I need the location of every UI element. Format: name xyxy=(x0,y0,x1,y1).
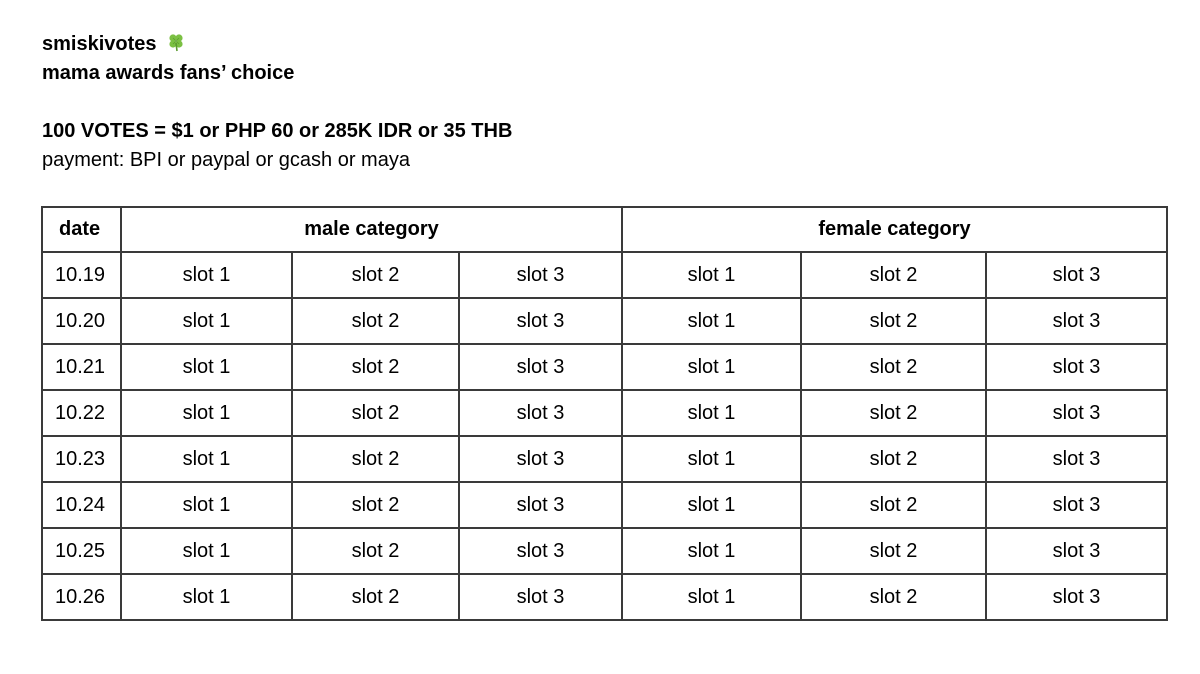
table-row xyxy=(42,344,1167,390)
header-spacer xyxy=(42,88,512,117)
female-slot-2-cell: slot 2 xyxy=(801,344,986,390)
female-slot-2-cell: slot 2 xyxy=(801,482,986,528)
male-slot-1-cell: slot 1 xyxy=(121,436,292,482)
account-name-line xyxy=(42,30,512,59)
date-cell: 10.20 xyxy=(42,298,121,344)
table-row xyxy=(42,482,1167,528)
table-row xyxy=(42,436,1167,482)
female-slot-1-cell: slot 1 xyxy=(622,298,801,344)
male-slot-2-cell: slot 2 xyxy=(292,344,459,390)
male-category-header: male category xyxy=(121,207,622,252)
female-slot-3-cell: slot 3 xyxy=(986,482,1167,528)
male-slot-3-cell: slot 3 xyxy=(459,574,622,620)
date-cell: 10.24 xyxy=(42,482,121,528)
female-slot-2-cell: slot 2 xyxy=(801,436,986,482)
female-category-header: female category xyxy=(622,207,1167,252)
female-slot-3-cell: slot 3 xyxy=(986,574,1167,620)
female-slot-1-cell: slot 1 xyxy=(622,390,801,436)
date-cell: 10.25 xyxy=(42,528,121,574)
male-slot-1-cell: slot 1 xyxy=(121,390,292,436)
date-cell: 10.22 xyxy=(42,390,121,436)
female-slot-1-cell: slot 1 xyxy=(622,344,801,390)
male-slot-1-cell: slot 1 xyxy=(121,574,292,620)
payment-line: payment: BPI or paypal or gcash or maya xyxy=(42,149,410,171)
male-slot-1-cell: slot 1 xyxy=(121,482,292,528)
price-line: 100 VOTES = $1 or PHP 60 or 285K IDR or 35 THB xyxy=(42,120,513,142)
subtitle: mama awards fans’ choice xyxy=(42,62,295,84)
female-slot-2-cell: slot 2 xyxy=(801,574,986,620)
male-slot-2-cell: slot 2 xyxy=(292,298,459,344)
date-cell: 10.21 xyxy=(42,344,121,390)
male-slot-1-cell: slot 1 xyxy=(121,344,292,390)
table-row xyxy=(42,298,1167,344)
female-slot-2-cell: slot 2 xyxy=(801,298,986,344)
male-slot-2-cell: slot 2 xyxy=(292,574,459,620)
table-row xyxy=(42,252,1167,298)
female-slot-1-cell: slot 1 xyxy=(622,528,801,574)
male-slot-2-cell: slot 2 xyxy=(292,528,459,574)
table-row xyxy=(42,574,1167,620)
female-slot-3-cell: slot 3 xyxy=(986,344,1167,390)
male-slot-2-cell: slot 2 xyxy=(292,390,459,436)
date-cell: 10.26 xyxy=(42,574,121,620)
male-slot-1-cell: slot 1 xyxy=(121,252,292,298)
male-slot-3-cell: slot 3 xyxy=(459,436,622,482)
date-column-header: date xyxy=(42,207,121,252)
page-header xyxy=(42,30,512,175)
four-leaf-clover-icon xyxy=(166,32,186,52)
male-slot-3-cell: slot 3 xyxy=(459,390,622,436)
female-slot-1-cell: slot 1 xyxy=(622,252,801,298)
male-slot-2-cell: slot 2 xyxy=(292,252,459,298)
voting-schedule-table xyxy=(41,206,1168,621)
female-slot-3-cell: slot 3 xyxy=(986,252,1167,298)
female-slot-3-cell: slot 3 xyxy=(986,528,1167,574)
female-slot-3-cell: slot 3 xyxy=(986,298,1167,344)
table-header-row xyxy=(42,207,1167,252)
female-slot-1-cell: slot 1 xyxy=(622,482,801,528)
male-slot-1-cell: slot 1 xyxy=(121,528,292,574)
male-slot-3-cell: slot 3 xyxy=(459,528,622,574)
date-cell: 10.23 xyxy=(42,436,121,482)
female-slot-2-cell: slot 2 xyxy=(801,528,986,574)
female-slot-2-cell: slot 2 xyxy=(801,252,986,298)
female-slot-3-cell: slot 3 xyxy=(986,390,1167,436)
table-body xyxy=(42,252,1167,620)
account-name: smiskivotes xyxy=(42,33,157,55)
male-slot-1-cell: slot 1 xyxy=(121,298,292,344)
female-slot-3-cell: slot 3 xyxy=(986,436,1167,482)
male-slot-2-cell: slot 2 xyxy=(292,436,459,482)
male-slot-3-cell: slot 3 xyxy=(459,252,622,298)
male-slot-2-cell: slot 2 xyxy=(292,482,459,528)
male-slot-3-cell: slot 3 xyxy=(459,344,622,390)
table-row xyxy=(42,390,1167,436)
male-slot-3-cell: slot 3 xyxy=(459,298,622,344)
female-slot-1-cell: slot 1 xyxy=(622,436,801,482)
date-cell: 10.19 xyxy=(42,252,121,298)
female-slot-2-cell: slot 2 xyxy=(801,390,986,436)
table-row xyxy=(42,528,1167,574)
female-slot-1-cell: slot 1 xyxy=(622,574,801,620)
male-slot-3-cell: slot 3 xyxy=(459,482,622,528)
